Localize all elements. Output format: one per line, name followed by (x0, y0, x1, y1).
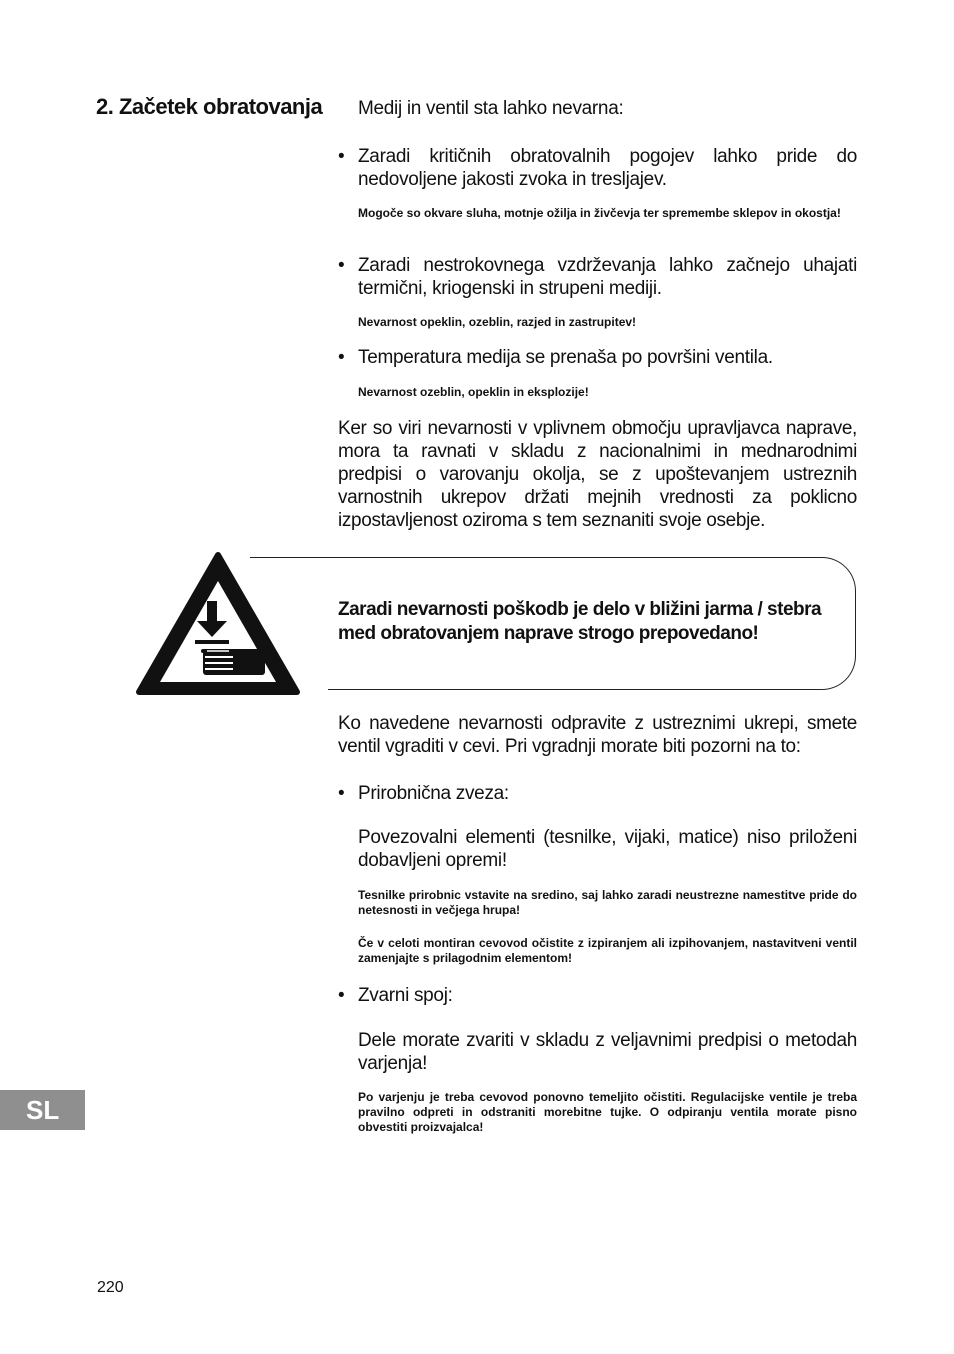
install-item-text: Povezovalni elementi (tesnilke, vijaki, matice) niso priloženi dobavljeni opremi! (358, 827, 857, 871)
install-paragraph: Ko navedene nevarnosti odpravite z ustreznimi ukrepi, smete ventil vgraditi v cevi. Pri vgradnji morate biti pozorni na to: (338, 713, 857, 757)
bullet-note: Nevarnost opeklin, ozeblin, razjed in zastrupitev! (358, 315, 637, 329)
bullet-text: Zaradi kritičnih obratovalnih pogojev lahko pride do nedovoljene jakosti zvoka in tresljajev. (358, 146, 857, 190)
page-number: 220 (97, 1279, 124, 1296)
bullet-note: Nevarnost ozeblin, opeklin in eksplozije! (358, 385, 589, 399)
language-tab: SL (0, 1090, 85, 1130)
hand-crush-warning-icon (133, 549, 303, 699)
intro-text: Medij in ventil sta lahko nevarna: (358, 98, 624, 119)
bullet-dot: • (338, 985, 345, 1006)
install-item-title: Prirobnična zveza: (358, 783, 509, 804)
bullet-dot: • (338, 347, 345, 368)
install-item-body (338, 826, 857, 872)
bullet-item (338, 145, 857, 191)
install-note: Po varjenju je treba cevovod ponovno temeljito očistiti. Regulacijske ventile je treba pravilno odpreti in odstraniti morebitne tujke. O odpiranju ventila morate pisno obvestiti proizvajalca! (358, 1090, 857, 1134)
bullet-text: Temperatura medija se prenaša po površini ventila. (358, 347, 773, 368)
bullet-item (338, 254, 857, 300)
install-item (338, 984, 857, 1007)
install-note: Tesnilke prirobnic vstavite na sredino, saj lahko zaradi neustrezne namestitve pride do netesnosti in večjega hrupa! (358, 888, 857, 917)
hazard-paragraph: Ker so viri nevarnosti v vplivnem območju upravljavca naprave, mora ta ravnati v skladu z nacionalnimi in mednarodnimi predpisi o varovanju okolja, se z upoštevanjem ustreznih varnostnih ukrepov držati mejnih vrednosti za poklicno izpostavljenost oziroma s tem seznaniti svoje osebje. (338, 418, 857, 531)
bullet-item (338, 346, 857, 369)
install-item-body (338, 1029, 857, 1075)
install-note: Če v celoti montiran cevovod očistite z izpiranjem ali izpihovanjem, nastavitveni ventil zamenjajte s prilagodnim elementom! (358, 936, 857, 965)
warning-text: Zaradi nevarnosti poškodb je delo v bližini jarma / stebra med obratovanjem naprave strogo prepovedano! (338, 599, 822, 644)
bullet-dot: • (338, 255, 345, 276)
install-item-text: Dele morate zvariti v skladu z veljavnimi predpisi o metodah varjenja! (358, 1030, 857, 1074)
bullet-dot: • (338, 783, 345, 804)
install-item (338, 782, 857, 805)
bullet-note: Mogoče so okvare sluha, motnje ožilja in živčevja ter spremembe sklepov in okostja! (358, 206, 841, 220)
install-item-title: Zvarni spoj: (358, 985, 453, 1006)
bullet-text: Zaradi nestrokovnega vzdrževanja lahko začnejo uhajati termični, kriogenski in strupeni mediji. (358, 255, 857, 299)
section-heading: 2. Začetek obratovanja (96, 94, 323, 119)
bullet-dot: • (338, 146, 345, 167)
